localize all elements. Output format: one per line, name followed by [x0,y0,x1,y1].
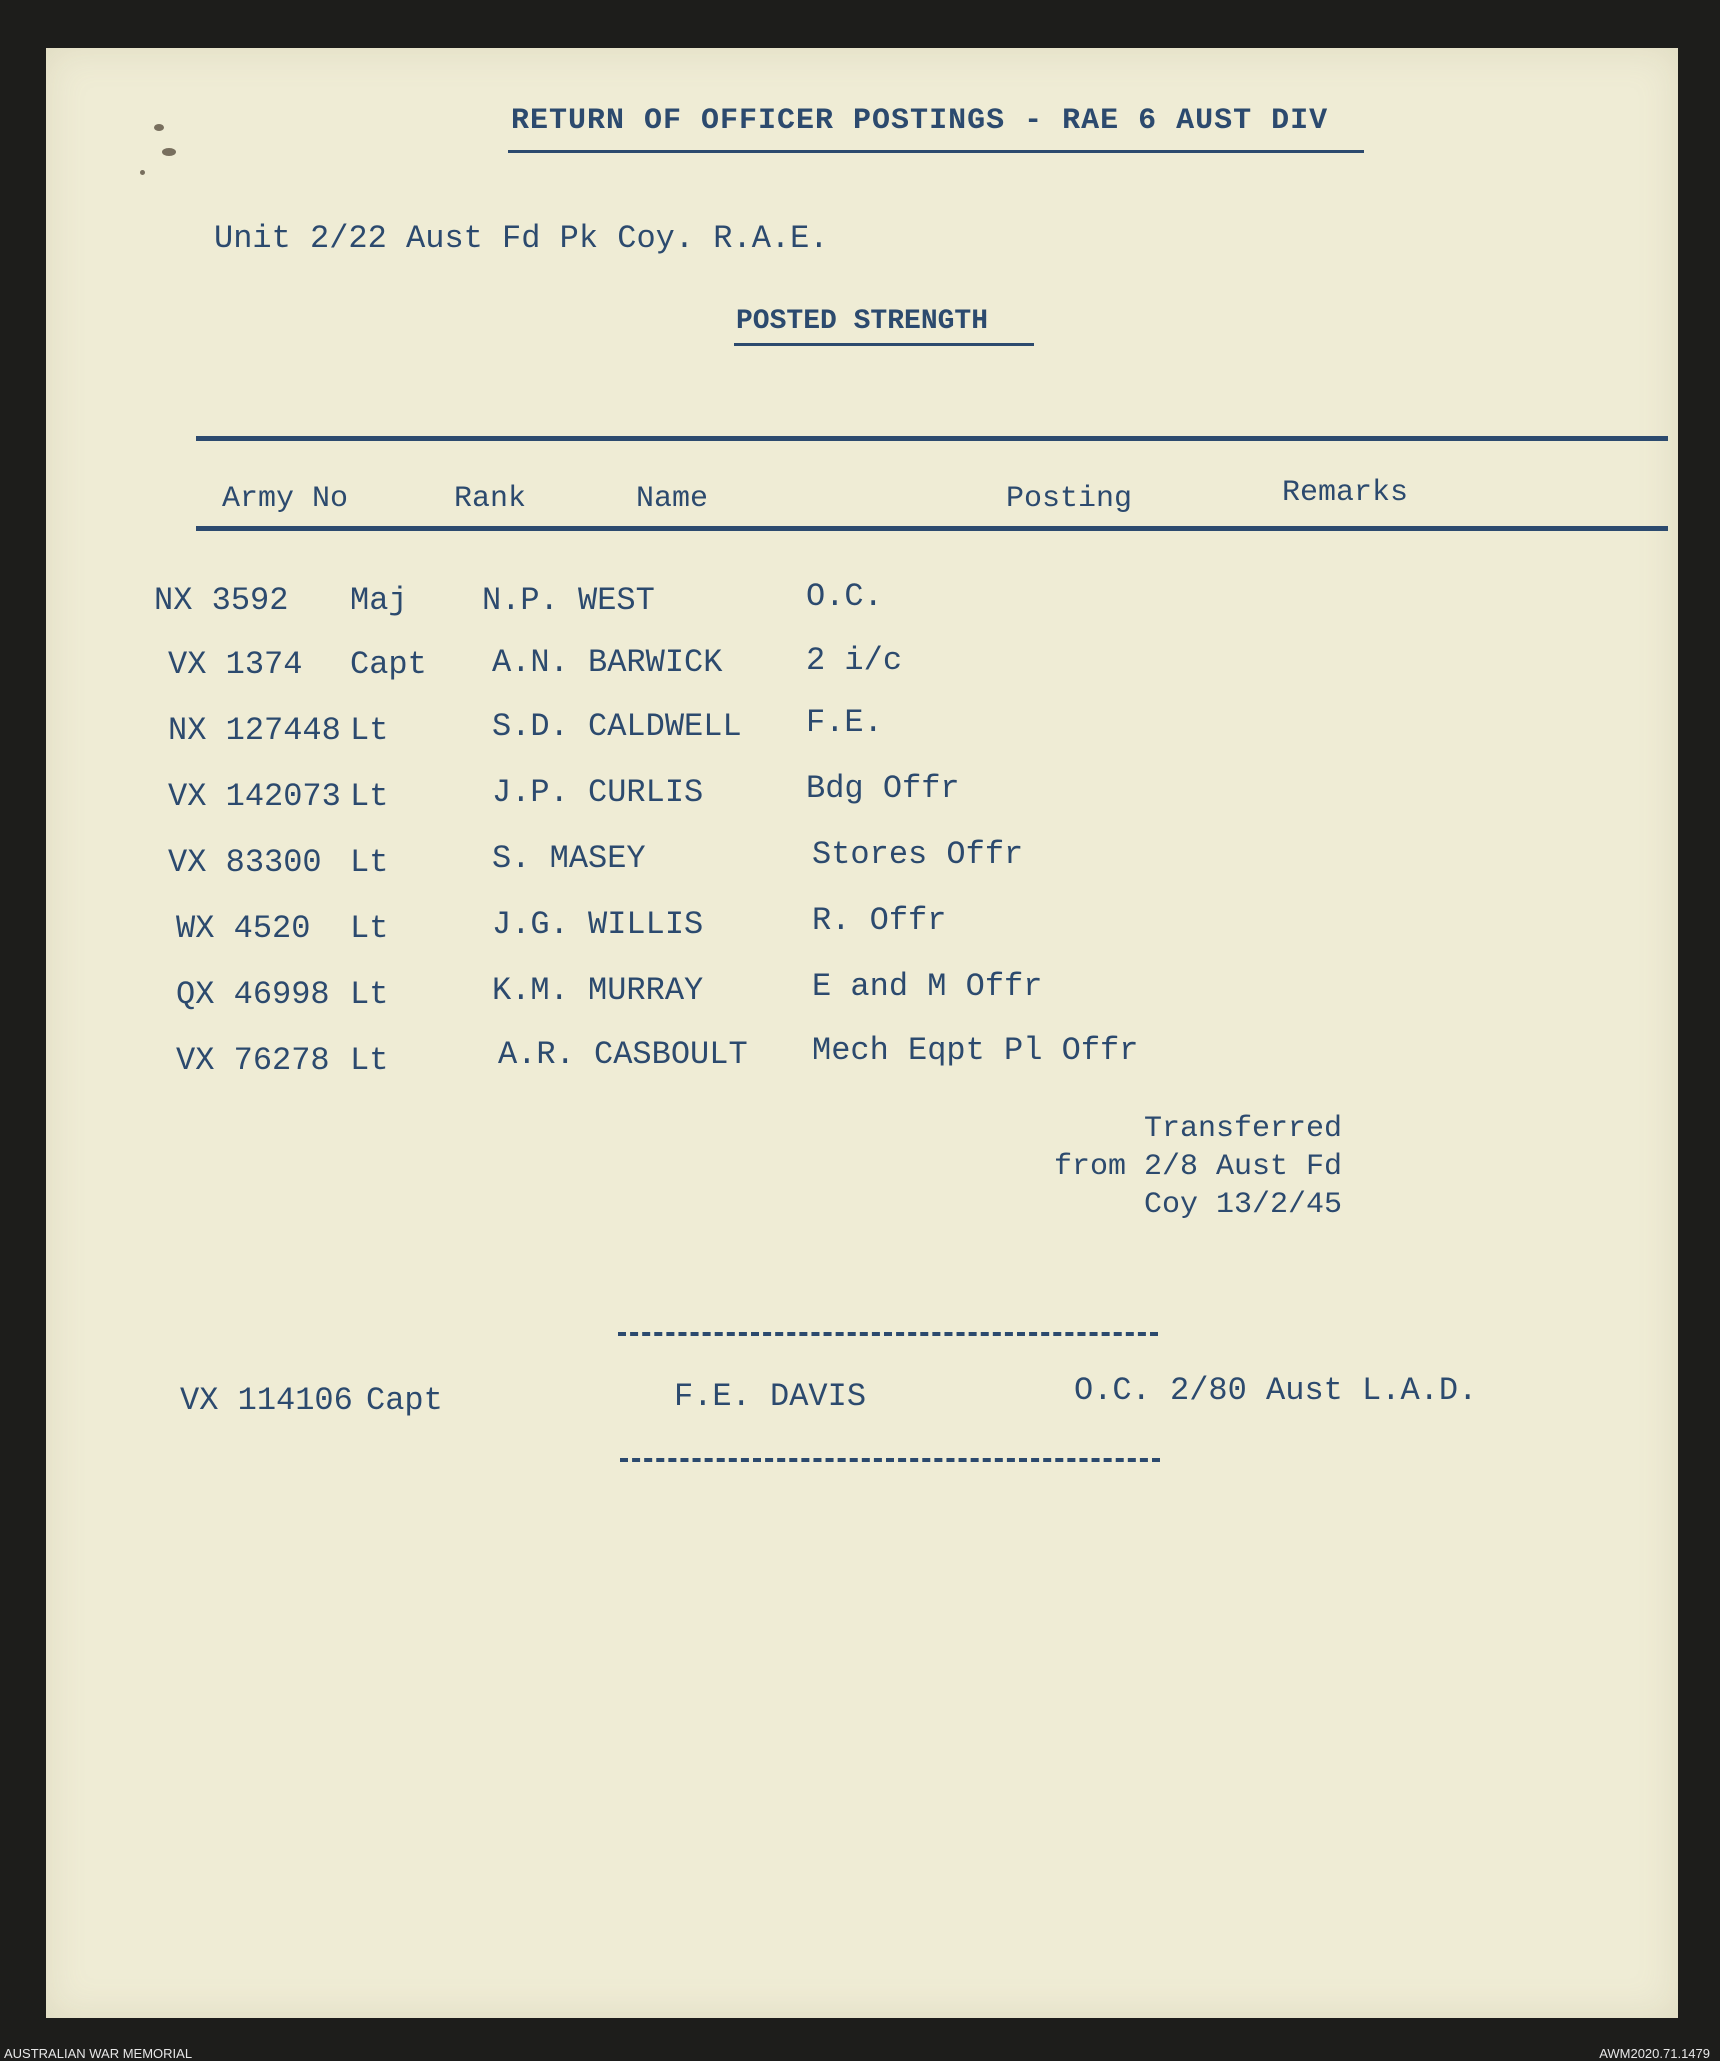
cell-army-no: VX 1374 [168,646,303,683]
cell-rank: Lt [350,910,389,947]
section-title: POSTED STRENGTH [736,306,989,337]
cell-rank: Capt [350,646,427,683]
cell-posting: E and M Offr [812,968,1043,1005]
cell-name: S. MASEY [492,840,646,877]
unit-line: Unit 2/22 Aust Fd Pk Coy. R.A.E. [214,220,829,257]
cell-name: N.P. WEST [482,582,655,619]
table-top-rule [196,436,1668,441]
cell-posting: F.E. [806,704,883,741]
archive-reference: AWM2020.71.1479 [1599,2046,1710,2061]
cell-army-no: WX 4520 [176,910,311,947]
cell-name: A.R. CASBOULT [498,1036,748,1073]
cell-posting: O.C. [806,578,883,615]
cell-rank: Lt [350,712,389,749]
cell-army-no: QX 46998 [176,976,330,1013]
cell-army-no: NX 3592 [154,582,289,619]
dashed-separator [620,1458,1160,1462]
header-army-no: Army No [222,482,349,516]
attached-army-no: VX 114106 [180,1382,353,1419]
ink-smudge [154,124,164,131]
cell-rank: Lt [350,1042,389,1079]
cell-name: J.P. CURLIS [492,774,704,811]
cell-rank: Lt [350,976,389,1013]
cell-posting: Stores Offr [812,836,1024,873]
table-header-rule [196,526,1668,531]
cell-army-no: VX 76278 [176,1042,330,1079]
cell-posting: 2 i/c [806,642,903,679]
section-title-underline [734,343,1034,346]
attached-name: F.E. DAVIS [674,1378,867,1415]
attached-posting: O.C. 2/80 Aust L.A.D. [1074,1372,1478,1409]
cell-name: S.D. CALDWELL [492,708,742,745]
cell-army-no: VX 83300 [168,844,322,881]
ink-smudge [140,170,145,175]
cell-posting: Mech Eqpt Pl Offr [812,1032,1139,1069]
cell-name: A.N. BARWICK [492,644,723,681]
cell-name: J.G. WILLIS [492,906,704,943]
cell-rank: Lt [350,844,389,881]
document-title: RETURN OF OFFICER POSTINGS - RAE 6 AUST DIV [511,104,1329,138]
ink-smudge [162,148,176,156]
remark-note: Transferred from 2/8 Aust Fd Coy 13/2/45 [1054,1112,1343,1222]
attached-rank: Capt [366,1382,443,1419]
header-posting: Posting [1006,482,1133,516]
header-rank: Rank [454,482,527,516]
cell-army-no: NX 127448 [168,712,341,749]
cell-posting: Bdg Offr [806,770,960,807]
cell-name: K.M. MURRAY [492,972,704,1009]
cell-army-no: VX 142073 [168,778,341,815]
cell-rank: Lt [350,778,389,815]
dashed-separator [618,1332,1158,1336]
cell-posting: R. Offr [812,902,947,939]
header-name: Name [636,482,709,516]
archive-credit: AUSTRALIAN WAR MEMORIAL [4,2046,193,2061]
title-underline [508,150,1364,153]
header-remarks: Remarks [1282,476,1409,510]
cell-rank: Maj [350,582,408,619]
document-page [46,48,1678,2018]
